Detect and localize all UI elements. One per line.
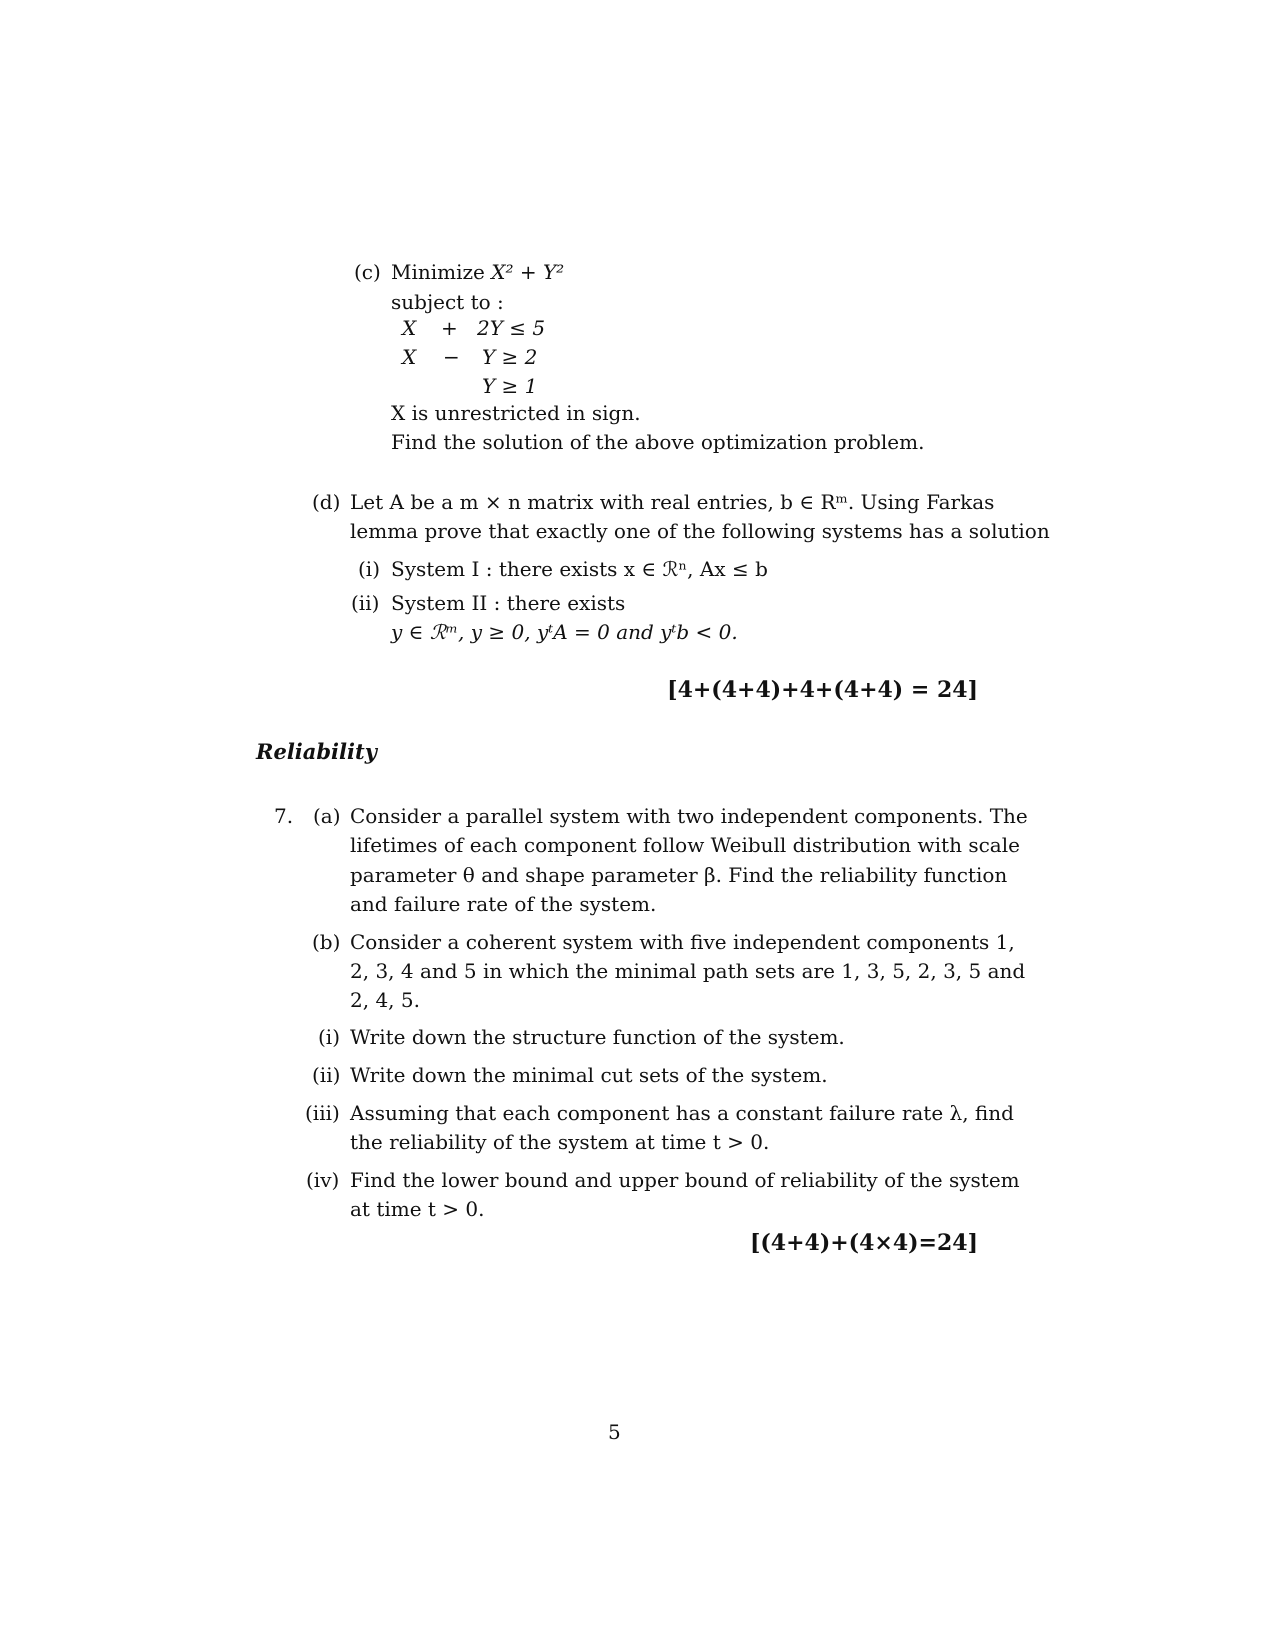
part-d-item-2-condition: y ∈ ℛᵐ, y ≥ 0, yᵗA = 0 and yᵗb < 0. xyxy=(391,620,738,644)
part-d-line-2: lemma prove that exactly one of the following systems has a solution xyxy=(350,519,1050,543)
constraint-2-op: − xyxy=(443,345,460,369)
q7-sub-4-label: (iv) xyxy=(306,1168,340,1192)
find-text: Find the solution of the above optimization problem. xyxy=(391,430,925,454)
constraint-2-lhs: X xyxy=(402,345,417,369)
part-d-item-2-text: System II : there exists xyxy=(391,591,626,615)
part-d-label: (d) xyxy=(312,490,341,514)
q7-sub-2-label: (ii) xyxy=(312,1063,341,1087)
part-c-objective-line xyxy=(391,257,564,287)
q7-sub-1-label: (i) xyxy=(318,1025,341,1049)
q7-sub-3-line-1: Assuming that each component has a constant failure rate λ, find xyxy=(350,1101,1014,1125)
q7b-line-2: 2, 3, 4 and 5 in which the minimal path sets are 1, 3, 5, 2, 3, 5 and xyxy=(350,959,1026,983)
page-number: 5 xyxy=(608,1420,621,1444)
subject-to: subject to : xyxy=(391,290,504,314)
part-d-line-1: Let A be a m × n matrix with real entries, b ∈ Rᵐ. Using Farkas xyxy=(350,490,995,514)
q7b-label: (b) xyxy=(312,930,341,954)
constraint-2-rhs: Y ≥ 2 xyxy=(482,345,538,369)
q7a-line-3: parameter θ and shape parameter β. Find the reliability function xyxy=(350,863,1008,887)
q7-sub-3-line-2: the reliability of the system at time t > 0. xyxy=(350,1130,770,1154)
q7a-label: (a) xyxy=(313,804,341,828)
q7-sub-4-line-2: at time t > 0. xyxy=(350,1197,485,1221)
q7b-line-1: Consider a coherent system with five independent components 1, xyxy=(350,930,1015,954)
section-title: Reliability xyxy=(256,739,377,764)
constraint-1-lhs: X xyxy=(402,316,417,340)
part-d-item-1-label: (i) xyxy=(358,557,381,581)
q7-sub-3-label: (iii) xyxy=(305,1101,340,1125)
constraint-1-rhs: 2Y ≤ 5 xyxy=(477,316,546,340)
unrestricted-text: X is unrestricted in sign. xyxy=(391,401,641,425)
part-c-label: (c) xyxy=(354,260,381,284)
objective-expression: X² + Y² xyxy=(491,260,565,284)
q7-sub-4-line-1: Find the lower bound and upper bound of reliability of the system xyxy=(350,1168,1020,1192)
constraint-3-rhs: Y ≥ 1 xyxy=(482,374,538,398)
q7a-line-2: lifetimes of each component follow Weibull distribution with scale xyxy=(350,833,1020,857)
q7b-line-3: 2, 4, 5. xyxy=(350,988,420,1012)
minimize-text: Minimize xyxy=(391,260,485,284)
q7-number: 7. xyxy=(274,804,294,828)
q7-sub-2-text: Write down the minimal cut sets of the system. xyxy=(350,1063,828,1087)
q7a-line-4: and failure rate of the system. xyxy=(350,892,657,916)
part-d-item-2-label: (ii) xyxy=(351,591,380,615)
q7a-line-1: Consider a parallel system with two independent components. The xyxy=(350,804,1028,828)
constraint-1-op: + xyxy=(441,316,458,340)
q7-sub-1-text: Write down the structure function of the system. xyxy=(350,1025,845,1049)
marks-q6: [4+(4+4)+4+(4+4) = 24] xyxy=(667,677,978,703)
marks-q7: [(4+4)+(4×4)=24] xyxy=(749,1230,978,1256)
part-d-item-1-text: System I : there exists x ∈ ℛⁿ, Ax ≤ b xyxy=(391,557,768,581)
